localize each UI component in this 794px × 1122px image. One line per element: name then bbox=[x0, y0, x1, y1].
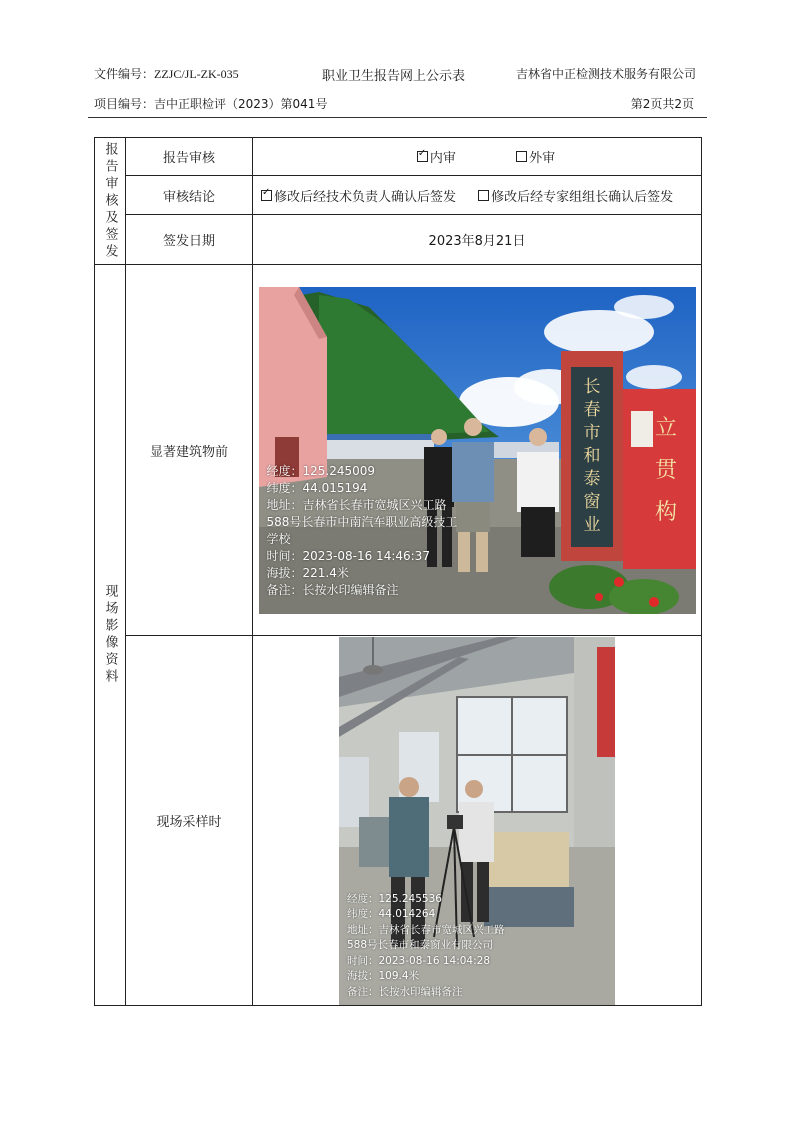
watermark-line: 经度：125.245009 bbox=[266, 463, 376, 478]
images-section-label: 现场影像资料 bbox=[102, 584, 118, 686]
watermark-line: 海拔：221.4米 bbox=[266, 565, 349, 580]
tech-lead-option[interactable] bbox=[261, 186, 456, 205]
watermark-line: 备注：长按水印编辑备注 bbox=[266, 582, 399, 597]
review-section-cell bbox=[95, 138, 126, 265]
watermark-line: 纬度：44.015194 bbox=[266, 480, 368, 495]
wall-char: 立 bbox=[654, 415, 677, 441]
issue-date-value: 2023年8月21日 bbox=[253, 215, 702, 265]
internal-review-option[interactable] bbox=[417, 147, 456, 166]
checkbox-unchecked-icon[interactable] bbox=[516, 151, 527, 162]
option-label: 修改后经专家组组长确认后签发 bbox=[491, 189, 674, 205]
sign-char: 泰 bbox=[583, 468, 600, 489]
wall-char: 贯 bbox=[654, 457, 677, 483]
company-name: 吉林省中正检测技术服务有限公司 bbox=[515, 67, 696, 81]
watermark-line: 时间：2023-08-16 14:04:28 bbox=[347, 954, 491, 967]
photo1-label: 显著建筑物前 bbox=[126, 265, 253, 636]
watermark-line: 备注：长按水印编辑备注 bbox=[347, 985, 463, 998]
photo1-watermark bbox=[267, 463, 458, 599]
checkbox-checked-icon[interactable] bbox=[261, 190, 272, 201]
header-divider bbox=[88, 117, 707, 118]
watermark-line: 时间：2023-08-16 14:46:37 bbox=[266, 548, 430, 563]
review-row bbox=[95, 138, 702, 176]
conclusion-row-label: 审核结论 bbox=[126, 176, 253, 215]
watermark-line: 海拔：109.4米 bbox=[347, 970, 420, 982]
photo1-cell bbox=[253, 265, 702, 636]
photo2-watermark bbox=[347, 892, 505, 1001]
document-number bbox=[94, 65, 239, 82]
watermark-line: 学校 bbox=[266, 531, 291, 546]
sign-char: 春 bbox=[583, 399, 600, 420]
sign-char: 市 bbox=[583, 422, 600, 443]
sampling-photo bbox=[339, 637, 615, 1005]
review-type-cell bbox=[253, 138, 702, 176]
issue-date-label: 签发日期 bbox=[126, 215, 253, 265]
building-photo bbox=[259, 287, 696, 614]
checkbox-unchecked-icon[interactable] bbox=[478, 190, 489, 201]
wall-char: 构 bbox=[654, 499, 677, 525]
photo-row-2 bbox=[95, 636, 702, 1006]
report-table bbox=[94, 137, 702, 1006]
conclusion-row bbox=[95, 176, 702, 215]
watermark-line: 经度：125.245536 bbox=[347, 892, 442, 905]
option-label: 外审 bbox=[529, 151, 556, 166]
photo-row-1 bbox=[95, 265, 702, 636]
photo2-label: 现场采样时 bbox=[126, 636, 253, 1006]
images-section-cell bbox=[95, 265, 126, 1006]
watermark-line: 588号长春市和泰窗业有限公司 bbox=[347, 939, 494, 951]
photo2-cell bbox=[253, 636, 702, 1006]
form-title: 职业卫生报告网上公示表 bbox=[322, 69, 466, 84]
review-section-label: 报告审核及签发 bbox=[102, 141, 118, 261]
sign-char: 窗 bbox=[583, 491, 600, 512]
review-row-label: 报告审核 bbox=[126, 138, 253, 176]
page-indicator: 第2页共2页 bbox=[630, 97, 694, 111]
watermark-line: 地址：吉林省长春市宽城区兴工路 bbox=[266, 497, 447, 512]
project-number: 项目编号：吉中正职检评（2023）第041号 bbox=[94, 97, 328, 111]
sign-char: 业 bbox=[583, 514, 600, 535]
sign-char: 长 bbox=[583, 376, 600, 397]
conclusion-cell bbox=[253, 176, 702, 215]
option-label: 内审 bbox=[429, 151, 456, 166]
external-review-option[interactable] bbox=[516, 147, 555, 166]
issue-date-row bbox=[95, 215, 702, 265]
option-label: 修改后经技术负责人确认后签发 bbox=[274, 189, 457, 205]
document-number-value: ZZJC/JL-ZK-035 bbox=[154, 67, 239, 81]
watermark-line: 地址：吉林省长春市宽城区兴工路 bbox=[347, 923, 505, 936]
expert-lead-option[interactable] bbox=[478, 186, 673, 205]
watermark-line: 纬度：44.014264 bbox=[347, 908, 436, 920]
sign-char: 和 bbox=[583, 445, 600, 466]
checkbox-checked-icon[interactable] bbox=[417, 151, 428, 162]
document-number-label: 文件编号： bbox=[94, 67, 155, 81]
watermark-line: 588号长春市中南汽车职业高级技工 bbox=[266, 514, 458, 529]
